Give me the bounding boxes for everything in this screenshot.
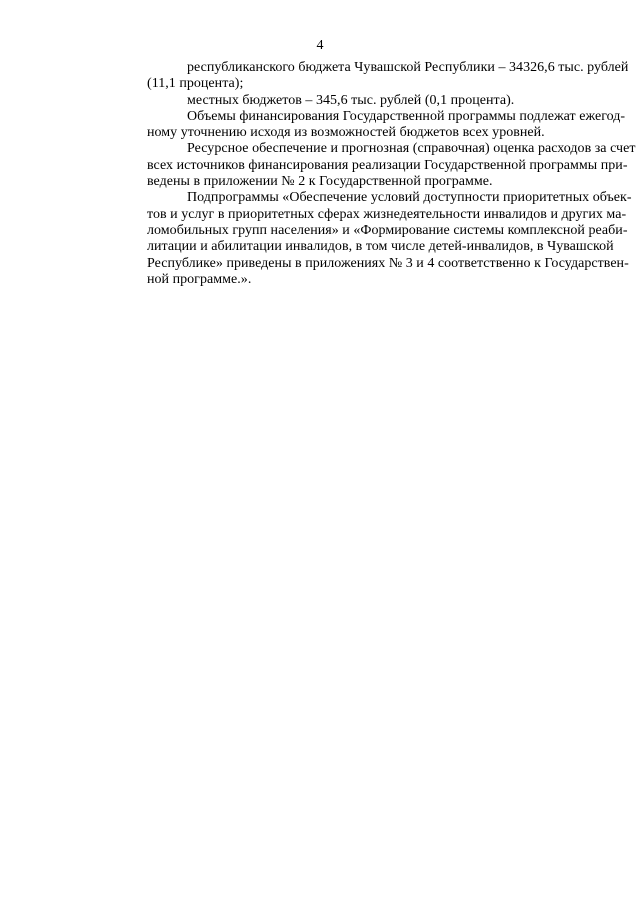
text-line: тов и услуг в приоритетных сферах жизнедеятельности инвалидов и других ма- xyxy=(147,206,627,222)
paragraph-local-budgets xyxy=(107,93,596,109)
page-number: 4 xyxy=(316,38,324,53)
text-line: Республике» приведены в приложениях № 3 и 4 соответственно к Государствен- xyxy=(147,255,629,271)
document-body xyxy=(107,60,636,288)
paragraph-republic-budget xyxy=(107,60,629,93)
text-line: ломобильных групп населения» и «Формирование системы комплексной реаби- xyxy=(147,222,628,238)
text-line: ному уточнению исходя из возможностей бюджетов всех уровней. xyxy=(147,125,545,141)
text-line: республиканского бюджета Чувашской Республики – 34326,6 тыс. рублей xyxy=(187,60,629,75)
text-line: (11,1 процента); xyxy=(147,76,244,92)
text-line: литации и абилитации инвалидов, в том числе детей-инвалидов, в Чувашской xyxy=(147,239,614,255)
text-line: местных бюджетов – 345,6 тыс. рублей (0,1 процента). xyxy=(187,92,515,108)
text-line: Подпрограммы «Обеспечение условий доступности приоритетных объек- xyxy=(187,190,632,206)
text-line: всех источников финансирования реализации Государственной программы при- xyxy=(147,157,628,173)
paragraph-subprograms xyxy=(107,190,632,288)
text-line: ной программе.». xyxy=(147,271,252,287)
text-line: Ресурсное обеспечение и прогнозная (справочная) оценка расходов за счет xyxy=(187,141,636,157)
text-line: Объемы финансирования Государственной программы подлежат ежегод- xyxy=(187,108,626,124)
paragraph-resource-support xyxy=(107,141,636,190)
paragraph-funding-volumes xyxy=(107,108,626,142)
text-line: ведены в приложении № 2 к Государственной программе. xyxy=(147,174,493,190)
